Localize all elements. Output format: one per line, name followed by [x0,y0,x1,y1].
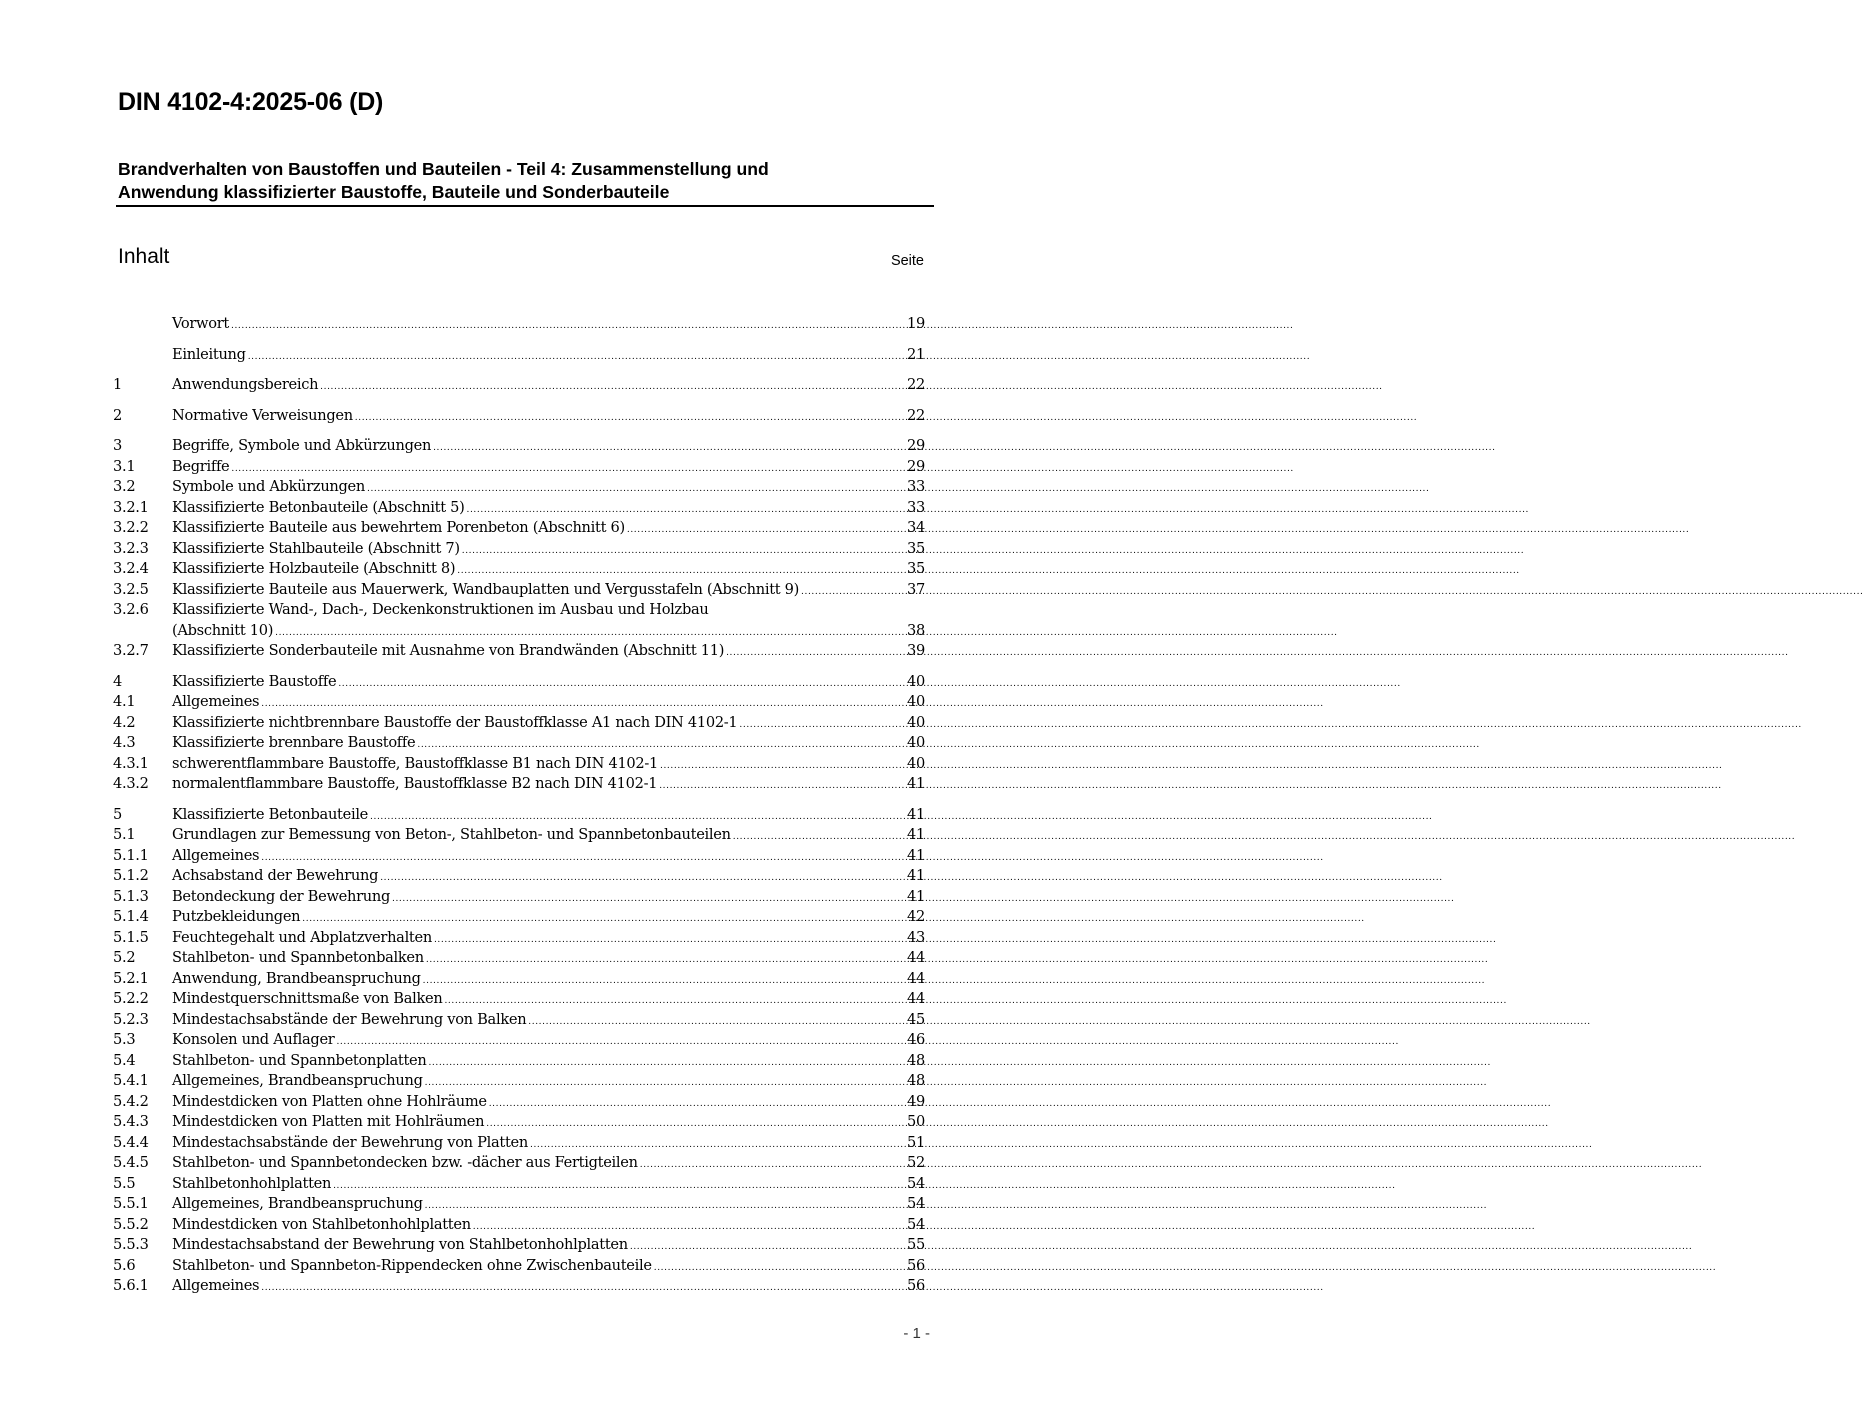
toc-entry-label: Klassifizierte Baustoffe [172,672,337,690]
toc-entry-number: 4.1 [113,693,136,710]
toc-entry-page: 22 [907,406,925,424]
toc-entry-page: 51 [907,1133,925,1151]
toc-dot-leader [733,827,902,848]
toc-entry[interactable] [113,713,925,734]
toc-entry-number: 5.2.3 [113,1010,149,1028]
toc-entry-label: Achsabstand der Bewehrung [172,867,379,884]
toc-entry-label: Stahlbetonhohlplatten [172,1174,332,1192]
toc-entry[interactable] [113,1030,925,1051]
toc-entry-page: 29 [907,437,925,454]
toc-entry-page: 40 [907,693,925,710]
toc-entry-page: 19 [907,315,925,332]
toc-entry[interactable] [113,866,925,887]
toc-entry[interactable] [113,457,925,478]
toc-heading: Inhalt [118,245,170,268]
toc-dot-leader [338,674,902,695]
toc-dot-leader [627,520,902,541]
toc-dot-leader [302,909,902,930]
toc-entry-number: 1 [113,376,122,393]
toc-entry-label: Klassifizierte brennbare Baustoffe [172,734,416,751]
toc-entry-label: Klassifizierte Betonbauteile [172,805,369,823]
document-title-line-2: Anwendung klassifizierter Baustoffe, Bauteile und Sonderbauteile [118,182,670,202]
toc-entry[interactable] [113,774,925,795]
toc-dot-leader [457,561,902,582]
toc-entry-page: 41 [907,887,925,905]
toc-entry[interactable] [113,1215,925,1236]
toc-entry-page: 29 [907,457,925,475]
toc-entry[interactable] [113,375,925,396]
toc-entry[interactable] [113,692,925,713]
toc-entry[interactable] [113,498,925,519]
toc-dot-leader [486,1114,902,1135]
toc-entry-number: 5 [113,805,122,823]
toc-dot-leader [380,868,902,889]
toc-entry[interactable] [113,1092,925,1113]
toc-entry-page: 46 [907,1031,925,1048]
toc-entry[interactable] [113,1133,925,1154]
toc-entry[interactable] [113,1051,925,1072]
toc-entry-label: Einleitung [172,345,246,363]
toc-dot-leader [444,991,902,1012]
toc-entry-page: 41 [907,846,925,864]
toc-entry-label: Klassifizierte Betonbauteile (Abschnitt 5) [172,498,465,516]
toc-entry[interactable] [113,948,925,969]
toc-entry-label: Stahlbeton- und Spannbetonbalken [172,949,424,966]
toc-entry-number: 3.2.6 [113,601,149,618]
toc-entry-page: 41 [907,775,925,792]
toc-dot-leader [489,1094,902,1115]
toc-dot-leader [528,1012,902,1033]
toc-dot-leader [231,316,902,337]
toc-dot-leader [530,1135,902,1156]
toc-entry-number: 5.4.1 [113,1072,149,1089]
toc-dot-leader [467,500,902,521]
toc-entry-page: 54 [907,1195,925,1212]
toc-entry-page: 34 [907,519,925,536]
toc-entry[interactable] [113,825,925,846]
toc-dot-leader [659,776,902,797]
toc-entry-page: 38 [907,621,925,639]
toc-entry-number: 5.1 [113,826,136,843]
toc-entry-page: 42 [907,908,925,925]
toc-dot-leader [275,623,902,644]
toc-dot-leader [739,715,902,736]
toc-dot-leader [367,479,902,500]
toc-entry[interactable] [113,989,925,1010]
toc-entry-page: 45 [907,1010,925,1028]
toc-entry-number: 3.2.5 [113,580,149,598]
toc-entry-number: 5.1.4 [113,908,149,925]
toc-entry[interactable] [113,641,925,662]
toc-entry-number: 3.2.1 [113,498,149,516]
toc-entry-label: Mindestquerschnittsmaße von Balken [172,990,443,1007]
toc-dot-leader [417,735,902,756]
toc-entry-page: 40 [907,754,925,772]
toc-dot-leader [425,1073,902,1094]
toc-entry-page: 48 [907,1051,925,1069]
toc-entry-number: 5.6.1 [113,1277,149,1294]
toc-entry-number: 5.4.5 [113,1154,149,1171]
toc-entry-number: 5.4.3 [113,1113,149,1130]
toc-entry[interactable] [113,1153,925,1174]
toc-entry-page: 55 [907,1236,925,1253]
toc-entry-page: 48 [907,1072,925,1089]
toc-entry[interactable] [113,477,925,498]
toc-entry-number: 5.2.2 [113,990,149,1007]
toc-entry-label: Vorwort [172,315,229,332]
toc-entry[interactable] [113,1256,925,1277]
toc-entry-number: 5.4.2 [113,1092,149,1110]
page-column-label: Seite [890,253,924,269]
toc-entry-label: Putzbekleidungen [172,908,301,925]
title-divider [116,205,934,207]
toc-entry-page: 41 [907,826,925,843]
toc-entry-label: Mindestachsabstände der Bewehrung von Platten [172,1133,528,1151]
toc-entry-number: 5.2.1 [113,969,149,987]
toc-entry[interactable] [113,672,925,693]
toc-dot-leader [423,971,902,992]
toc-dot-leader [434,930,902,951]
toc-entry-label: Stahlbeton- und Spannbetondecken bzw. -dächer aus Fertigteilen [172,1154,638,1171]
toc-entry[interactable] [113,539,925,560]
toc-entry-number: 5.5.3 [113,1236,149,1253]
toc-entry[interactable] [113,907,925,928]
toc-entry-number: 4.2 [113,713,136,731]
toc-entry-number: 3.2.4 [113,560,149,577]
toc-entry-number: 5.1.5 [113,928,149,946]
toc-entry[interactable] [113,1276,925,1297]
toc-entry[interactable] [113,600,925,621]
toc-entry-label: Normative Verweisungen [172,406,353,424]
toc-entry-label: Allgemeines [172,846,260,864]
toc-dot-leader [261,1278,902,1299]
toc-entry-label: Allgemeines, Brandbeanspruchung [172,1195,423,1212]
toc-entry-page: 44 [907,969,925,987]
toc-entry-page: 22 [907,376,925,393]
toc-entry-label: schwerentflammbare Baustoffe, Baustoffklasse B1 nach DIN 4102-1 [172,754,659,772]
toc-entry-label: Stahlbeton- und Spannbeton-Rippendecken ohne Zwischenbauteile [172,1256,652,1274]
toc-entry-label: Mindestachsabstand der Bewehrung von Stahlbetonhohlplatten [172,1236,628,1253]
document-title [118,158,932,204]
toc-entry-number: 3.2.2 [113,519,149,536]
toc-entry-page: 50 [907,1113,925,1130]
toc-entry-label: Klassifizierte nichtbrennbare Baustoffe der Baustoffklasse A1 nach DIN 4102-1 [172,713,738,731]
toc-entry[interactable] [113,518,925,539]
toc-entry-page: 35 [907,539,925,557]
toc-entry-label: Begriffe [172,457,230,475]
toc-dot-leader [370,807,902,828]
toc-dot-leader [654,1258,902,1279]
toc-entry[interactable] [113,580,925,601]
toc-dot-leader [801,582,902,603]
toc-entry[interactable] [113,1010,925,1031]
toc-entry-number: 3.2.3 [113,539,149,557]
toc-dot-leader [640,1155,902,1176]
toc-entry-number: 4.3.1 [113,754,149,772]
toc-entry-number: 3 [113,437,122,454]
toc-entry[interactable] [113,928,925,949]
toc-entry-number: 3.2.7 [113,642,149,659]
toc-dot-leader [336,1032,902,1053]
toc-entry-page: 54 [907,1215,925,1233]
toc-entry[interactable] [113,1235,925,1256]
toc-entry-page: 43 [907,928,925,946]
toc-entry-page: 40 [907,672,925,690]
toc-entry-label: Mindestdicken von Platten ohne Hohlräume [172,1092,487,1110]
toc-entry-label: Allgemeines [172,693,260,710]
toc-entry-page: 33 [907,498,925,516]
toc-entry[interactable] [113,406,925,427]
toc-entry-label: Konsolen und Auflager [172,1031,335,1048]
table-of-contents [113,314,925,1297]
toc-entry-label: Allgemeines [172,1277,260,1294]
toc-entry-label: Klassifizierte Stahlbauteile (Abschnitt 7) [172,539,460,557]
toc-dot-leader [333,1176,902,1197]
toc-entry-label: Mindestdicken von Stahlbetonhohlplatten [172,1215,471,1233]
toc-entry-number: 5.5 [113,1174,136,1192]
toc-entry-label: Anwendungsbereich [172,376,319,393]
toc-entry-label: Klassifizierte Wand-, Dach-, Deckenkonstruktionen im Ausbau und Holzbau [172,601,709,618]
toc-dot-leader [261,848,902,869]
toc-entry-label: Klassifizierte Bauteile aus bewehrtem Porenbeton (Abschnitt 6) [172,519,625,536]
toc-entry-page: 35 [907,560,925,577]
toc-dot-leader [261,694,902,715]
toc-dot-leader [231,459,902,480]
toc-entry-continuation[interactable] [113,621,925,642]
toc-dot-leader [320,377,902,398]
toc-entry[interactable] [113,1071,925,1092]
toc-entry-page: 54 [907,1174,925,1192]
toc-entry-label: Stahlbeton- und Spannbetonplatten [172,1051,427,1069]
toc-entry-number: 5.6 [113,1256,136,1274]
toc-entry-page: 44 [907,990,925,1007]
document-title-line-1: Brandverhalten von Baustoffen und Bauteilen - Teil 4: Zusammenstellung und [118,159,769,179]
toc-entry-page: 39 [907,642,925,659]
toc-entry-page: 41 [907,805,925,823]
page-number: - 1 - [903,1325,930,1342]
toc-entry[interactable] [113,1194,925,1215]
toc-entry-number: 4.3.2 [113,775,149,792]
toc-entry-number: 5.5.2 [113,1215,149,1233]
toc-entry-label: Grundlagen zur Bemessung von Beton-, Stahlbeton- und Spannbetonbauteilen [172,826,731,843]
toc-entry-label: Allgemeines, Brandbeanspruchung [172,1072,423,1089]
toc-entry-label: Symbole und Abkürzungen [172,478,365,495]
toc-entry-page: 41 [907,867,925,884]
toc-entry-number: 5.4 [113,1051,136,1069]
toc-entry-number: 5.5.1 [113,1195,149,1212]
toc-entry-page: 37 [907,580,925,598]
toc-entry-label: Feuchtegehalt und Abplatzverhalten [172,928,432,946]
toc-entry-number: 4.3 [113,734,136,751]
toc-entry-label: Klassifizierte Bauteile aus Mauerwerk, Wandbauplatten und Vergusstafeln (Abschnitt 9) [172,580,800,598]
toc-entry-number: 5.1.3 [113,887,149,905]
toc-entry-page: 52 [907,1154,925,1171]
toc-entry-page: 33 [907,478,925,495]
toc-entry-page: 40 [907,734,925,751]
toc-dot-leader [426,950,902,971]
toc-entry[interactable] [113,1112,925,1133]
toc-entry-number: 5.2 [113,949,136,966]
toc-dot-leader [630,1237,902,1258]
toc-entry-page: 44 [907,949,925,966]
toc-entry-page: 21 [907,345,925,363]
toc-entry-number: 2 [113,406,122,424]
toc-entry-number: 3.2 [113,478,136,495]
toc-entry[interactable] [113,559,925,580]
toc-entry-page: 49 [907,1092,925,1110]
toc-dot-leader [425,1196,902,1217]
toc-entry-label: Anwendung, Brandbeanspruchung [172,969,421,987]
toc-entry-label: Klassifizierte Holzbauteile (Abschnitt 8) [172,560,456,577]
toc-entry-number: 5.1.1 [113,846,149,864]
toc-entry[interactable] [113,1174,925,1195]
toc-entry-page: 56 [907,1256,925,1274]
toc-entry[interactable] [113,805,925,826]
toc-dot-leader [433,438,902,459]
toc-entry-label: Begriffe, Symbole und Abkürzungen [172,437,432,454]
toc-entry-label: Mindestdicken von Platten mit Hohlräumen [172,1113,485,1130]
toc-dot-leader [248,347,902,368]
toc-entry[interactable] [113,969,925,990]
toc-dot-leader [473,1217,902,1238]
toc-entry[interactable] [113,345,925,366]
toc-dot-leader [660,756,902,777]
toc-entry-label: Betondeckung der Bewehrung [172,887,390,905]
toc-entry[interactable] [113,733,925,754]
toc-entry-label-continuation: (Abschnitt 10) [172,621,274,639]
toc-dot-leader [392,889,902,910]
toc-entry[interactable] [113,314,925,335]
toc-entry-label: Klassifizierte Sonderbauteile mit Ausnahme von Brandwänden (Abschnitt 11) [172,642,725,659]
toc-entry-number: 5.3 [113,1031,136,1048]
toc-entry-number: 5.4.4 [113,1133,149,1151]
toc-dot-leader [462,541,902,562]
toc-entry[interactable] [113,846,925,867]
toc-entry-label: normalentflammbare Baustoffe, Baustoffklasse B2 nach DIN 4102-1 [172,775,658,792]
toc-entry[interactable] [113,436,925,457]
toc-entry-page: 40 [907,713,925,731]
toc-entry-number: 3.1 [113,457,136,475]
toc-dot-leader [726,643,902,664]
toc-dot-leader [428,1053,902,1074]
toc-entry-label: Mindestachsabstände der Bewehrung von Balken [172,1010,527,1028]
toc-entry-page: 56 [907,1277,925,1294]
toc-entry-number: 5.1.2 [113,867,149,884]
document-id: DIN 4102-4:2025-06 (D) [118,88,384,116]
toc-dot-leader [355,408,902,429]
toc-entry[interactable] [113,887,925,908]
toc-entry-number: 4 [113,672,122,690]
toc-entry[interactable] [113,754,925,775]
